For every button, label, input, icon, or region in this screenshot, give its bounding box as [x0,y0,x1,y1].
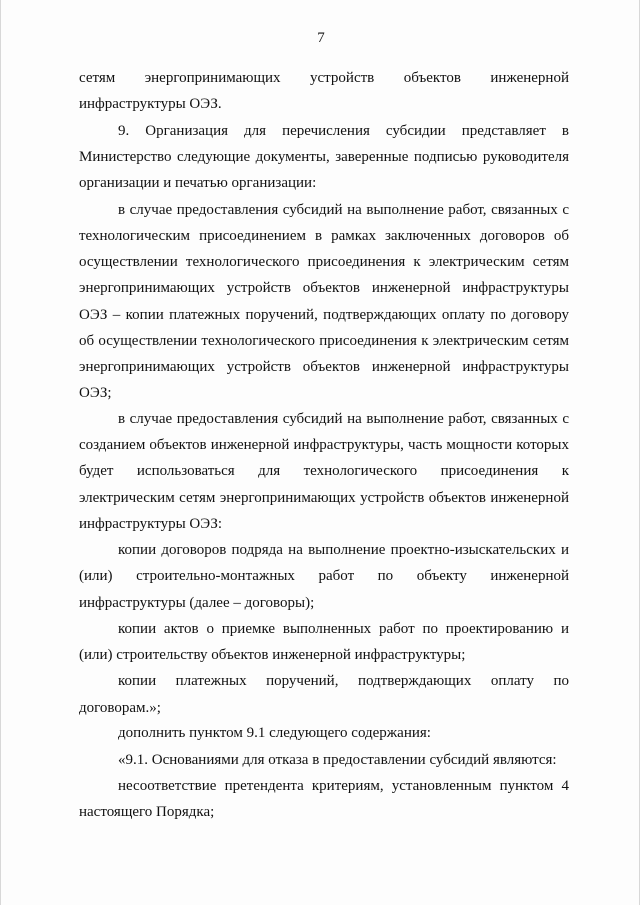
text-line: энергопринимающих устройств объектов инженерной инфраструктуры [79,359,569,375]
text-line: (или) строительству объектов инженерной инфраструктуры; [79,647,466,663]
text-line: ОЭЗ; [79,385,112,401]
text-line: Министерство следующие документы, заверенные подписью руководителя [79,149,569,165]
text-line: договорам.»; [79,700,161,716]
text-line: дополнить пунктом 9.1 следующего содержания: [118,725,431,741]
text-line: об осуществлении технологического присоединения к электрическим сетям [79,333,569,349]
text-line: электрическим сетям энергопринимающих устройств объектов инженерной [79,490,569,506]
text-line: копии платежных поручений, подтверждающих оплату по [118,673,569,689]
text-line: ОЭЗ – копии платежных поручений, подтверждающих оплату по договору [79,307,569,323]
text-line: 9. Организация для перечисления субсидии представляет в [118,123,569,139]
page-number: 7 [317,30,325,46]
text-line: инфраструктуры ОЭЗ. [79,96,222,112]
text-line: организации и печатью организации: [79,175,317,191]
text-line: настоящего Порядка; [79,804,215,820]
text-line: в случае предоставления субсидий на выполнение работ, связанных с [118,202,569,218]
text-line: энергопринимающих устройств объектов инженерной инфраструктуры [79,280,569,296]
text-line: в случае предоставления субсидий на выполнение работ, связанных с [118,411,569,427]
text-line: осуществлении технологического присоединения к электрическим сетям [79,254,569,270]
text-line: несоответствие претендента критериям, установленным пунктом 4 [118,778,569,794]
text-line: «9.1. Основаниями для отказа в предоставлении субсидий являются: [118,752,557,768]
text-line: будет использоваться для технологического присоединения к [79,463,569,479]
text-line: (или) строительно-монтажных работ по объекту инженерной [79,568,569,584]
text-line: созданием объектов инженерной инфраструктуры, часть мощности которых [79,437,569,453]
text-line: копии договоров подряда на выполнение проектно-изыскательских и [118,542,569,558]
text-line: инфраструктуры ОЭЗ: [79,516,223,532]
text-line: инфраструктуры (далее – договоры); [79,595,315,611]
text-line: сетям энергопринимающих устройств объектов инженерной [79,70,569,86]
text-line: технологическим присоединением в рамках заключенных договоров об [79,228,569,244]
text-line: копии актов о приемке выполненных работ по проектированию и [118,621,569,637]
